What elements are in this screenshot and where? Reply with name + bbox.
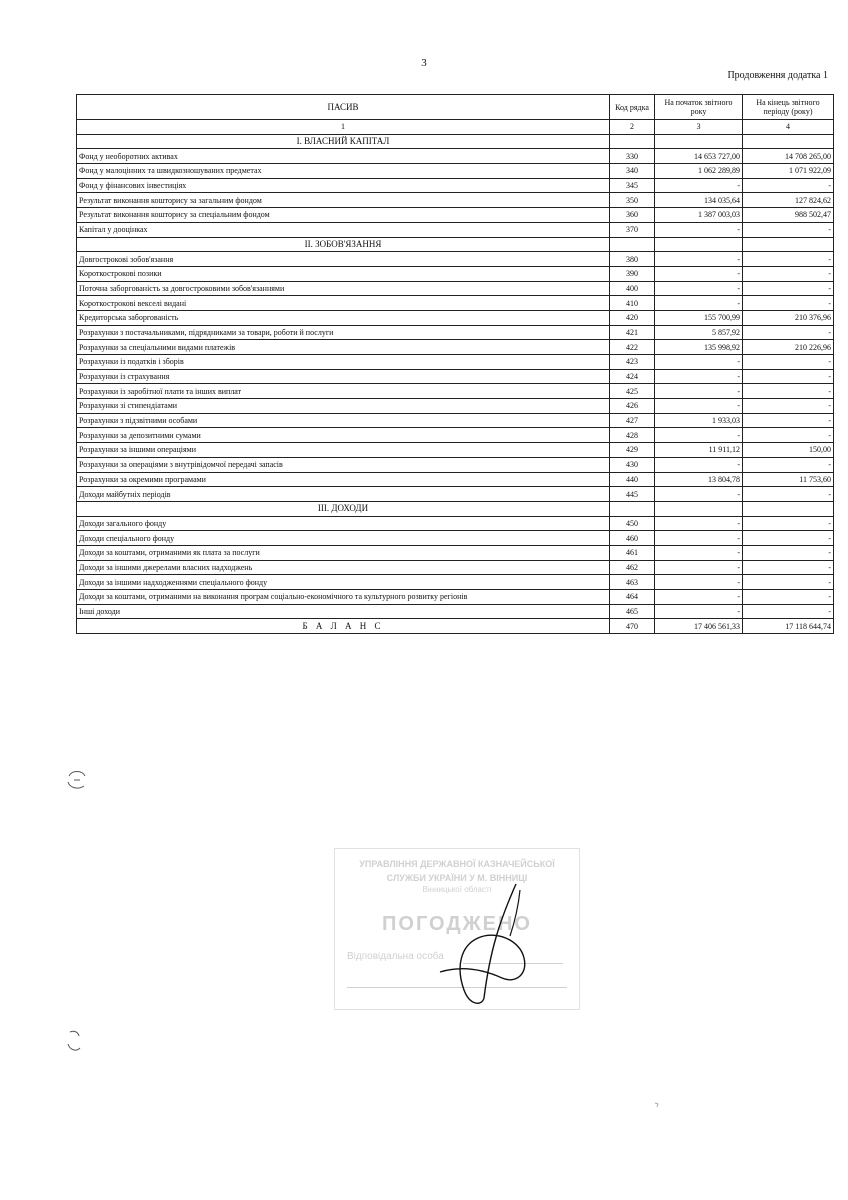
- row-start-value: -: [655, 545, 743, 560]
- section-header-row: [77, 134, 834, 149]
- liabilities-table: [76, 94, 834, 634]
- end-cell: [743, 134, 834, 149]
- row-start-value: -: [655, 560, 743, 575]
- section-title: ІІІ. ДОХОДИ: [77, 501, 610, 516]
- row-start-value: -: [655, 575, 743, 590]
- row-end-value: -: [743, 604, 834, 619]
- row-end-value: -: [743, 590, 834, 605]
- row-label: Інші доходи: [77, 604, 610, 619]
- row-label: Капітал у дооцінках: [77, 222, 610, 237]
- row-code: 463: [610, 575, 655, 590]
- row-end-value: -: [743, 222, 834, 237]
- row-start-value: 5 857,92: [655, 325, 743, 340]
- row-start-value: -: [655, 222, 743, 237]
- row-start-value: -: [655, 428, 743, 443]
- table-row: [77, 516, 834, 531]
- row-end-value: -: [743, 413, 834, 428]
- row-start-value: -: [655, 296, 743, 311]
- column-number: 3: [655, 120, 743, 135]
- row-start-value: -: [655, 178, 743, 193]
- table-row: [77, 472, 834, 487]
- row-code: 470: [610, 619, 655, 634]
- row-label: Розрахунки за операціями з внутрівідомчої передачі запасів: [77, 457, 610, 472]
- stamp-line-1: УПРАВЛІННЯ ДЕРЖАВНОЇ КАЗНАЧЕЙСЬКОЇ: [359, 859, 555, 869]
- row-code: 427: [610, 413, 655, 428]
- header-name: ПАСИВ: [77, 95, 610, 120]
- row-label: Короткострокові позики: [77, 266, 610, 281]
- row-start-value: -: [655, 266, 743, 281]
- row-end-value: 988 502,47: [743, 208, 834, 223]
- row-code: 429: [610, 443, 655, 458]
- row-label: Довгострокові зобов'язання: [77, 252, 610, 267]
- row-start-value: -: [655, 399, 743, 414]
- row-label: Розрахунки із заробітної плати та інших виплат: [77, 384, 610, 399]
- row-label: Результат виконання кошторису за загальним фондом: [77, 193, 610, 208]
- row-start-value: -: [655, 355, 743, 370]
- row-label: Розрахунки за спеціальними видами платежів: [77, 340, 610, 355]
- row-code: 426: [610, 399, 655, 414]
- table-row: [77, 384, 834, 399]
- table-header-row: [77, 95, 834, 120]
- table-row: [77, 193, 834, 208]
- row-end-value: -: [743, 560, 834, 575]
- row-start-value: -: [655, 369, 743, 384]
- row-label: Доходи за коштами, отриманими як плата за послуги: [77, 545, 610, 560]
- row-end-value: -: [743, 457, 834, 472]
- row-start-value: -: [655, 531, 743, 546]
- row-start-value: -: [655, 384, 743, 399]
- table-body: [77, 134, 834, 633]
- row-end-value: 11 753,60: [743, 472, 834, 487]
- header-start: На початок звітного року: [655, 95, 743, 120]
- row-start-value: 135 998,92: [655, 340, 743, 355]
- table-row: [77, 178, 834, 193]
- row-label: Доходи за іншими джерелами власних надходжень: [77, 560, 610, 575]
- row-code: 461: [610, 545, 655, 560]
- table-row: [77, 164, 834, 179]
- row-label: Доходи спеціального фонду: [77, 531, 610, 546]
- section-header-row: [77, 237, 834, 252]
- row-start-value: -: [655, 487, 743, 502]
- table-row: [77, 443, 834, 458]
- row-end-value: -: [743, 516, 834, 531]
- row-end-value: -: [743, 369, 834, 384]
- table-row: [77, 310, 834, 325]
- header-code: Код рядка: [610, 95, 655, 120]
- row-label: Розрахунки за окремими програмами: [77, 472, 610, 487]
- row-label: Б А Л А Н С: [77, 619, 610, 634]
- row-end-value: 150,00: [743, 443, 834, 458]
- row-end-value: -: [743, 325, 834, 340]
- row-label: Результат виконання кошторису за спеціальним фондом: [77, 208, 610, 223]
- row-label: Розрахунки зі стипендіатами: [77, 399, 610, 414]
- row-label: Короткострокові векселі видані: [77, 296, 610, 311]
- row-code: 465: [610, 604, 655, 619]
- row-label: Кредиторська заборгованість: [77, 310, 610, 325]
- row-start-value: 17 406 561,33: [655, 619, 743, 634]
- table-row: [77, 252, 834, 267]
- row-end-value: -: [743, 575, 834, 590]
- row-code: 445: [610, 487, 655, 502]
- row-start-value: -: [655, 516, 743, 531]
- row-end-value: 17 118 644,74: [743, 619, 834, 634]
- row-end-value: -: [743, 545, 834, 560]
- column-number: 2: [610, 120, 655, 135]
- table-row: [77, 457, 834, 472]
- row-code: 410: [610, 296, 655, 311]
- row-start-value: 14 653 727,00: [655, 149, 743, 164]
- row-end-value: -: [743, 296, 834, 311]
- row-start-value: -: [655, 457, 743, 472]
- punch-hole-icon: [64, 768, 90, 794]
- row-label: Фонд у фінансових інвестиціях: [77, 178, 610, 193]
- row-label: Доходи майбутніх періодів: [77, 487, 610, 502]
- row-label: Розрахунки із податків і зборів: [77, 355, 610, 370]
- stamp-line-2: СЛУЖБИ УКРАЇНИ У М. ВІННИЦІ: [386, 873, 528, 883]
- table-row: [77, 428, 834, 443]
- row-start-value: 1 933,03: [655, 413, 743, 428]
- row-code: 440: [610, 472, 655, 487]
- end-cell: [743, 501, 834, 516]
- header-end: На кінець звітного періоду (року): [743, 95, 834, 120]
- table-row: [77, 545, 834, 560]
- row-label: Поточна заборгованість за довгостроковими зобов'язаннями: [77, 281, 610, 296]
- row-end-value: -: [743, 178, 834, 193]
- table-row: [77, 590, 834, 605]
- table-row: [77, 487, 834, 502]
- row-start-value: 134 035,64: [655, 193, 743, 208]
- section-title: І. ВЛАСНИЙ КАПІТАЛ: [77, 134, 610, 149]
- row-start-value: -: [655, 281, 743, 296]
- row-label: Розрахунки за депозитними сумами: [77, 428, 610, 443]
- row-end-value: -: [743, 252, 834, 267]
- end-cell: [743, 237, 834, 252]
- row-label: Розрахунки за іншими операціями: [77, 443, 610, 458]
- column-number: 1: [77, 120, 610, 135]
- row-end-value: 210 376,96: [743, 310, 834, 325]
- table-row: [77, 296, 834, 311]
- row-label: Розрахунки з постачальниками, підрядниками за товари, роботи й послуги: [77, 325, 610, 340]
- row-label: Доходи за іншими надходженнями спеціального фонду: [77, 575, 610, 590]
- column-number-row: [77, 120, 834, 135]
- row-code: 423: [610, 355, 655, 370]
- balance-total-row: [77, 619, 834, 634]
- table-row: [77, 281, 834, 296]
- section-header-row: [77, 501, 834, 516]
- start-cell: [655, 134, 743, 149]
- signature-icon: [420, 880, 540, 1010]
- row-code: 424: [610, 369, 655, 384]
- table-row: [77, 399, 834, 414]
- row-code: 428: [610, 428, 655, 443]
- table-row: [77, 355, 834, 370]
- row-start-value: -: [655, 252, 743, 267]
- table-row: [77, 604, 834, 619]
- row-label: Доходи за коштами, отриманими на виконання програм соціально-економічного та культурного розвитку регіонів: [77, 590, 610, 605]
- table-row: [77, 340, 834, 355]
- row-code: 400: [610, 281, 655, 296]
- table-row: [77, 208, 834, 223]
- row-code: 460: [610, 531, 655, 546]
- row-end-value: -: [743, 399, 834, 414]
- row-code: 422: [610, 340, 655, 355]
- row-end-value: 127 824,62: [743, 193, 834, 208]
- table-row: [77, 222, 834, 237]
- row-start-value: 155 700,99: [655, 310, 743, 325]
- row-code: 420: [610, 310, 655, 325]
- page-number: 3: [421, 57, 427, 69]
- row-start-value: -: [655, 604, 743, 619]
- row-start-value: 1 062 289,89: [655, 164, 743, 179]
- row-code: 350: [610, 193, 655, 208]
- row-end-value: -: [743, 281, 834, 296]
- table-row: [77, 531, 834, 546]
- row-label: Фонд у малоцінних та швидкозношуваних предметах: [77, 164, 610, 179]
- row-end-value: 210 226,96: [743, 340, 834, 355]
- row-start-value: 11 911,12: [655, 443, 743, 458]
- table-row: [77, 149, 834, 164]
- row-end-value: -: [743, 531, 834, 546]
- start-cell: [655, 237, 743, 252]
- code-cell: [610, 501, 655, 516]
- row-start-value: -: [655, 590, 743, 605]
- row-code: 330: [610, 149, 655, 164]
- row-start-value: 1 387 003,03: [655, 208, 743, 223]
- row-code: 421: [610, 325, 655, 340]
- table-row: [77, 369, 834, 384]
- table-row: [77, 266, 834, 281]
- row-end-value: -: [743, 384, 834, 399]
- row-end-value: -: [743, 355, 834, 370]
- code-cell: [610, 237, 655, 252]
- punch-hole-icon: [64, 1028, 86, 1054]
- stamp-line-3: Вінницької області: [422, 885, 492, 894]
- row-code: 390: [610, 266, 655, 281]
- row-code: 430: [610, 457, 655, 472]
- stamp-responsible: Відповідальна особа: [347, 951, 444, 962]
- row-code: 462: [610, 560, 655, 575]
- row-end-value: -: [743, 266, 834, 281]
- start-cell: [655, 501, 743, 516]
- row-label: Фонд у необоротних активах: [77, 149, 610, 164]
- table-row: [77, 560, 834, 575]
- row-label: Доходи загального фонду: [77, 516, 610, 531]
- row-code: 340: [610, 164, 655, 179]
- row-label: Розрахунки з підзвітними особами: [77, 413, 610, 428]
- row-code: 425: [610, 384, 655, 399]
- stamp-approved: ПОГОДЖЕНО: [382, 913, 532, 935]
- row-start-value: 13 804,78: [655, 472, 743, 487]
- row-code: 360: [610, 208, 655, 223]
- code-cell: [610, 134, 655, 149]
- table-row: [77, 575, 834, 590]
- row-end-value: 14 708 265,00: [743, 149, 834, 164]
- row-label: Розрахунки із страхування: [77, 369, 610, 384]
- row-code: 464: [610, 590, 655, 605]
- row-end-value: -: [743, 428, 834, 443]
- column-number: 4: [743, 120, 834, 135]
- table-row: [77, 413, 834, 428]
- row-code: 380: [610, 252, 655, 267]
- row-end-value: -: [743, 487, 834, 502]
- section-title: ІІ. ЗОБОВ'ЯЗАННЯ: [77, 237, 610, 252]
- row-end-value: 1 071 922,09: [743, 164, 834, 179]
- continuation-note: Продовження додатка 1: [727, 70, 828, 81]
- row-code: 450: [610, 516, 655, 531]
- table-row: [77, 325, 834, 340]
- scan-speck-icon: [652, 1100, 662, 1110]
- row-code: 370: [610, 222, 655, 237]
- row-code: 345: [610, 178, 655, 193]
